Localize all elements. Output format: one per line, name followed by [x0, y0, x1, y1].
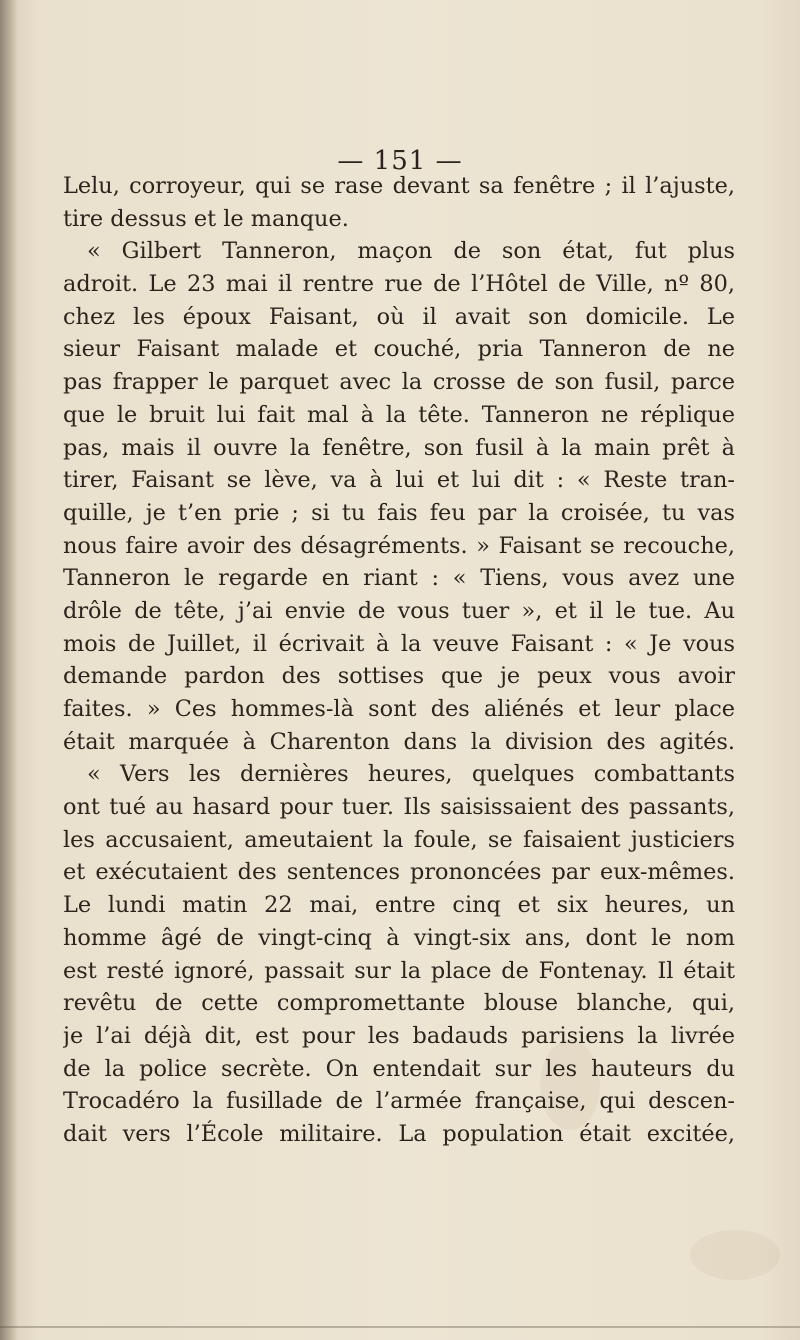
page-number: — 151 —: [337, 146, 463, 176]
text-line: demande pardon des sottises que je peux vous avoir: [63, 663, 735, 690]
text-line: pas frapper le parquet avec la crosse de son fusil, parce: [63, 369, 735, 396]
text-line: sieur Faisant malade et couché, pria Tanneron de ne: [63, 336, 735, 363]
paper-stain: [690, 1230, 780, 1280]
text-line: je l’ai déjà dit, est pour les badauds parisiens la livrée: [63, 1022, 735, 1049]
text-line: pas, mais il ouvre la fenêtre, son fusil à la main prêt à: [63, 434, 735, 461]
text-line: Le lundi matin 22 mai, entre cinq et six heures, un: [63, 892, 735, 919]
text-line: drôle de tête, j’ai envie de vous tuer », et il le tue. Au: [63, 597, 735, 624]
text-line: faites. » Ces hommes-là sont des aliénés et leur place: [63, 696, 735, 722]
binding-shadow: [0, 0, 18, 1340]
text-line: Tanneron le regarde en riant : « Tiens, vous avez une: [63, 565, 735, 592]
text-line: tire dessus et le manque.: [63, 205, 349, 232]
text-line: quille, je t’en prie ; si tu fais feu par la croisée, tu vas: [63, 499, 735, 526]
text-line: mois de Juillet, il écrivait à la veuve Faisant : « Je vous: [63, 630, 735, 657]
text-line: tirer, Faisant se lève, va à lui et lui dit : « Reste tran-: [63, 467, 735, 494]
text-line: et exécutaient des sentences prononcées par eux-mêmes.: [63, 859, 735, 886]
text-line: « Vers les dernières heures, quelques combattants: [87, 761, 735, 788]
text-line: dait vers l’École militaire. La population était excitée,: [63, 1120, 735, 1147]
text-line: revêtu de cette compromettante blouse blanche, qui,: [63, 990, 735, 1017]
text-line: est resté ignoré, passait sur la place de Fontenay. Il était: [63, 957, 735, 984]
text-line: nous faire avoir des désagréments. » Faisant se recouche,: [63, 532, 735, 559]
body-text: [63, 170, 735, 1151]
text-line: adroit. Le 23 mai il rentre rue de l’Hôtel de Ville, nº 80,: [63, 271, 735, 298]
text-line: chez les époux Faisant, où il avait son domicile. Le: [63, 303, 735, 330]
text-line: « Gilbert Tanneron, maçon de son état, fut plus: [87, 238, 735, 265]
text-line: Lelu, corroyeur, qui se rase devant sa fenêtre ; il l’ajuste,: [63, 173, 735, 199]
text-line: que le bruit lui fait mal à la tête. Tanneron ne réplique: [63, 401, 735, 428]
text-line: ont tué au hasard pour tuer. Ils saisissaient des passants,: [63, 794, 735, 821]
page-bottom-edge: [0, 1326, 800, 1328]
text-line: les accusaient, ameutaient la foule, se faisaient justiciers: [63, 826, 735, 853]
text-line: homme âgé de vingt-cinq à vingt-six ans, dont le nom: [63, 924, 735, 951]
text-line: Trocadéro la fusillade de l’armée française, qui descen-: [63, 1088, 735, 1115]
text-line: était marquée à Charenton dans la division des agités.: [63, 728, 735, 755]
text-line: de la police secrète. On entendait sur les hauteurs du: [63, 1055, 735, 1082]
